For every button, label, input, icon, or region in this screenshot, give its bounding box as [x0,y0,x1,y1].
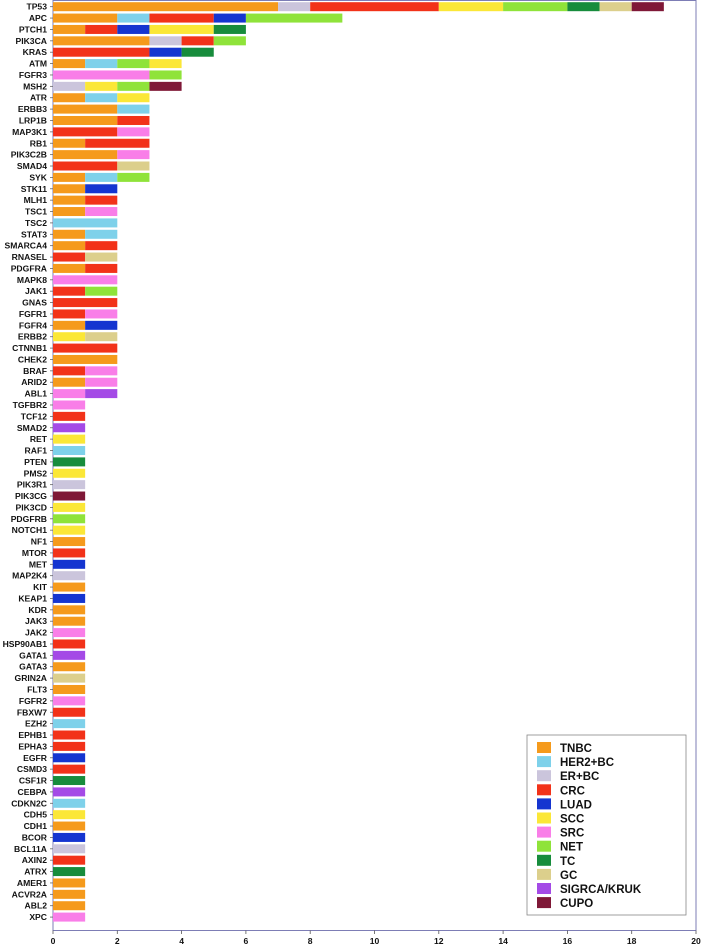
legend-swatch-er-bc [537,770,551,781]
gene-label-syk: SYK [29,172,47,183]
x-axis [51,931,701,947]
gene-label-pik3cg: PIK3CG [15,491,47,502]
x-tick-label-14: 14 [498,936,508,946]
gene-label-gnas: GNAS [22,297,47,308]
gene-label-pik3r1: PIK3R1 [16,479,47,490]
bar-segment-tp53-scc [439,2,503,11]
bar-segment-atm-net [117,59,149,68]
gene-label-acvr2a: ACVR2A [11,889,47,900]
gene-label-csmd3: CSMD3 [16,764,47,775]
gene-label-gata3: GATA3 [19,661,47,672]
legend-swatch-src [537,827,551,838]
bar-segment-pdgfra-tnbc [53,264,85,273]
bar-segment-fgfr4-luad [85,321,117,330]
bar-segment-jak1-crc [53,287,85,296]
bar-segment-tp53-tnbc [53,2,278,11]
bar-segment-ptch1-scc [149,25,213,34]
bar-segment-fgfr1-crc [53,309,85,318]
bar-segment-stk11-tnbc [53,184,85,193]
bar-segment-amer1-tnbc [53,878,85,887]
bar-segment-stk11-luad [85,184,117,193]
bar-segment-lrp1b-tnbc [53,116,117,125]
bar-segment-abl1-sigrca-kruk [85,389,117,398]
gene-label-rnasel: RNASEL [11,252,47,263]
legend-swatch-gc [537,869,551,880]
gene-label-jak2: JAK2 [25,627,47,638]
gene-label-cdkn2c: CDKN2C [11,798,47,809]
gene-label-fgfr4: FGFR4 [18,320,47,331]
gene-labels-layer [3,2,53,922]
gene-label-ret: RET [29,434,47,445]
bar-segment-fgfr2-src [53,696,85,705]
x-tick-label-6: 6 [243,936,249,946]
bar-segment-atm-her2-bc [85,59,117,68]
bar-segment-ptch1-tc [214,25,246,34]
gene-label-ptch1: PTCH1 [18,24,47,35]
gene-label-ezh2: EZH2 [25,718,47,729]
bar-segment-lrp1b-crc [117,116,149,125]
legend-swatch-tc [537,855,551,866]
gene-label-pdgfra: PDGFRA [10,263,47,274]
bar-segment-erbb2-gc [85,332,117,341]
legend-label-gc: GC [560,869,578,882]
bar-segment-smarca4-tnbc [53,241,85,250]
bar-segment-xpc-src [53,913,85,922]
gene-label-tsc2: TSC2 [25,217,47,228]
bar-segment-map2k4-er-bc [53,571,85,580]
bar-segment-tp53-er-bc [278,2,310,11]
gene-label-stk11: STK11 [20,183,47,194]
bar-segment-pms2-scc [53,469,85,478]
bar-segment-pik3ca-net [214,36,246,45]
bar-segment-tp53-crc [310,2,439,11]
bar-segment-apc-her2-bc [117,14,149,23]
bar-segment-fgfr3-src [53,70,149,79]
bar-segment-msh2-net [117,82,149,91]
bar-segment-tsc2-her2-bc [53,218,117,227]
gene-label-lrp1b: LRP1B [18,115,47,126]
bar-segment-atm-tnbc [53,59,85,68]
gene-label-grin2a: GRIN2A [14,673,47,684]
bar-segment-atr-her2-bc [85,93,117,102]
bar-segment-smarca4-crc [85,241,117,250]
gene-label-mtor: MTOR [21,547,47,558]
x-tick-label-8: 8 [307,936,313,946]
legend-swatch-her2-bc [537,756,551,767]
gene-label-smad2: SMAD2 [16,422,47,433]
gene-label-keap1: KEAP1 [18,593,47,604]
bar-segment-cdh5-scc [53,810,85,819]
bar-segment-acvr2a-tnbc [53,890,85,899]
legend-label-src: SRC [560,827,585,840]
legend-label-scc: SCC [560,813,585,826]
bar-segment-kit-tnbc [53,583,85,592]
bar-segment-cebpa-sigrca-kruk [53,787,85,796]
gene-label-ctnnb1: CTNNB1 [12,343,47,354]
gene-label-pms2: PMS2 [23,468,47,479]
legend-swatch-tnbc [537,742,551,753]
gene-label-braf: BRAF [23,365,47,376]
bar-segment-syk-net [117,173,149,182]
gene-label-axin2: AXIN2 [21,855,47,866]
bar-segment-erbb2-scc [53,332,85,341]
bar-segment-tsc1-tnbc [53,207,85,216]
bar-segment-map3k1-src [117,127,149,136]
bar-segment-bcl11a-er-bc [53,844,85,853]
bar-segment-rb1-crc [85,139,149,148]
gene-label-chek2: CHEK2 [17,354,47,365]
bar-segment-atr-tnbc [53,93,85,102]
bar-segment-grin2a-gc [53,674,85,683]
gene-label-kit: KIT [33,582,47,593]
bar-segment-mtor-crc [53,548,85,557]
gene-label-ephb1: EPHB1 [18,730,47,741]
bar-segment-pik3cd-scc [53,503,85,512]
gene-label-kras: KRAS [22,47,47,58]
legend-swatch-net [537,841,551,852]
gene-label-smarca4: SMARCA4 [4,240,47,251]
bar-segment-epha3-crc [53,742,85,751]
bar-segment-axin2-crc [53,856,85,865]
x-tick-label-0: 0 [50,936,56,946]
bar-segment-jak2-src [53,628,85,637]
gene-label-cebpa: CEBPA [17,786,47,797]
bar-segment-stat3-tnbc [53,230,85,239]
bar-segment-arid2-tnbc [53,378,85,387]
x-tick-label-18: 18 [626,936,637,946]
bar-segment-smad4-gc [117,162,149,171]
bar-segment-csf1r-tc [53,776,85,785]
gene-label-fgfr1: FGFR1 [18,308,47,319]
legend [527,735,686,915]
bar-segment-ret-scc [53,435,85,444]
gene-label-tp53: TP53 [26,1,47,12]
bar-segment-cdkn2c-her2-bc [53,799,85,808]
gene-label-fbxw7: FBXW7 [16,707,47,718]
gene-label-xpc: XPC [29,912,47,923]
bar-segment-kras-tc [182,48,214,57]
bar-segment-tgfbr2-src [53,400,85,409]
gene-label-abl2: ABL2 [24,900,47,911]
bar-segment-smad2-sigrca-kruk [53,423,85,432]
bar-segment-tsc1-src [85,207,117,216]
bar-segment-msh2-scc [85,82,117,91]
gene-label-csf1r: CSF1R [18,775,47,786]
legend-label-tc: TC [560,855,576,868]
bar-segment-erbb3-her2-bc [117,105,149,114]
gene-label-egfr: EGFR [23,752,47,763]
gene-label-atrx: ATRX [24,866,47,877]
gene-label-jak1: JAK1 [25,286,47,297]
bar-segment-msh2-cupo [149,82,181,91]
gene-label-amer1: AMER1 [16,877,47,888]
bar-segment-hsp90ab1-crc [53,639,85,648]
legend-swatch-crc [537,784,551,795]
x-tick-label-12: 12 [434,936,444,946]
bar-segment-cdh1-tnbc [53,822,85,831]
legend-label-net: NET [560,841,583,854]
bar-segment-atr-scc [117,93,149,102]
gene-label-apc: APC [28,13,47,24]
bar-segment-ptch1-luad [117,25,149,34]
legend-swatch-sigrca-kruk [537,883,551,894]
legend-swatch-scc [537,813,551,824]
bar-segment-fgfr3-net [149,70,181,79]
gene-label-mlh1: MLH1 [23,195,47,206]
legend-label-er-bc: ER+BC [560,771,600,784]
bar-segment-fbxw7-crc [53,708,85,717]
gene-label-gata1: GATA1 [19,650,47,661]
bar-segment-pik3cg-cupo [53,492,85,501]
legend-label-tnbc: TNBC [560,743,592,755]
bar-segment-abl2-tnbc [53,901,85,910]
bar-segment-csmd3-crc [53,765,85,774]
gene-label-pik3ca: PIK3CA [15,35,47,46]
bar-segment-tp53-net [503,2,567,11]
gene-label-tgfbr2: TGFBR2 [12,399,47,410]
bar-segment-atrx-tc [53,867,85,876]
legend-label-her2-bc: HER2+BC [560,757,615,770]
bar-segment-atm-scc [149,59,181,68]
gene-label-bcor: BCOR [21,832,47,843]
gene-label-jak3: JAK3 [25,616,47,627]
gene-label-map2k4: MAP2K4 [12,570,47,581]
bar-segment-syk-her2-bc [85,173,117,182]
bar-segment-tcf12-crc [53,412,85,421]
bar-segment-map3k1-crc [53,127,117,136]
bar-segment-bcor-luad [53,833,85,842]
bar-segment-flt3-tnbc [53,685,85,694]
bar-segment-pten-tc [53,457,85,466]
gene-label-raf1: RAF1 [24,445,47,456]
gene-label-fgfr2: FGFR2 [18,695,47,706]
gene-label-cdh1: CDH1 [23,821,47,832]
gene-label-stat3: STAT3 [21,229,47,240]
bar-segment-pik3ca-crc [182,36,214,45]
gene-label-msh2: MSH2 [23,81,47,92]
bar-segment-gnas-crc [53,298,117,307]
bar-segment-jak1-net [85,287,117,296]
legend-label-crc: CRC [560,785,585,798]
bar-segment-syk-tnbc [53,173,85,182]
bar-segment-rnasel-crc [53,253,85,262]
bar-segment-gata1-sigrca-kruk [53,651,85,660]
bar-segment-kdr-tnbc [53,605,85,614]
bar-segment-keap1-luad [53,594,85,603]
bar-segment-mapk8-src [53,275,117,284]
bar-segment-mlh1-tnbc [53,196,85,205]
bar-segment-smad4-crc [53,162,117,171]
bar-segment-rnasel-gc [85,253,117,262]
bar-segment-braf-src [85,366,117,375]
gene-label-rb1: RB1 [29,138,47,149]
bar-segment-arid2-src [85,378,117,387]
legend-label-luad: LUAD [560,799,592,812]
gene-label-flt3: FLT3 [27,684,47,695]
bar-segment-ptch1-tnbc [53,25,85,34]
gene-label-bcl11a: BCL11A [14,843,47,854]
gene-label-notch1: NOTCH1 [11,525,47,536]
bar-segment-egfr-luad [53,753,85,762]
gene-label-erbb3: ERBB3 [17,104,47,115]
gene-label-pik3c2b: PIK3C2B [10,149,47,160]
gene-label-atm: ATM [29,58,47,69]
bar-segment-jak3-tnbc [53,617,85,626]
bar-segment-tp53-gc [600,2,632,11]
bar-segment-rb1-tnbc [53,139,85,148]
bar-segment-fgfr1-src [85,309,117,318]
bar-segment-pdgfrb-net [53,514,85,523]
bar-segment-mlh1-crc [85,196,117,205]
gene-label-mapk8: MAPK8 [16,274,47,285]
legend-label-sigrca-kruk: SIGRCA/KRUK [560,884,642,896]
legend-swatch-cupo [537,897,551,908]
bar-segment-nf1-tnbc [53,537,85,546]
bar-segment-kras-crc [53,48,149,57]
x-tick-label-16: 16 [562,936,573,946]
bar-segment-msh2-er-bc [53,82,85,91]
gene-label-tsc1: TSC1 [25,206,47,217]
bar-segment-apc-tnbc [53,14,117,23]
bar-segment-apc-luad [214,14,246,23]
gene-label-pten: PTEN [24,456,47,467]
bar-segment-ezh2-her2-bc [53,719,85,728]
bar-segment-pdgfra-crc [85,264,117,273]
gene-label-atr: ATR [29,92,47,103]
bar-segment-braf-crc [53,366,85,375]
bar-segment-erbb3-tnbc [53,105,117,114]
bar-segment-ephb1-crc [53,731,85,740]
legend-swatch-luad [537,798,551,809]
bar-segment-gata3-tnbc [53,662,85,671]
x-tick-label-10: 10 [369,936,380,946]
bar-segment-raf1-her2-bc [53,446,85,455]
gene-label-pdgfrb: PDGFRB [10,513,47,524]
bar-segment-apc-net [246,14,342,23]
bar-segment-pik3r1-er-bc [53,480,85,489]
gene-label-map3k1: MAP3K1 [12,126,47,137]
gene-label-smad4: SMAD4 [16,161,47,172]
bar-segment-pik3ca-er-bc [149,36,181,45]
bar-segment-pik3ca-tnbc [53,36,149,45]
gene-label-nf1: NF1 [30,536,47,547]
x-tick-label-2: 2 [114,936,120,946]
bar-segment-pik3c2b-tnbc [53,150,117,159]
gene-label-arid2: ARID2 [21,377,47,388]
bar-segment-tp53-tc [567,2,599,11]
x-tick-label-4: 4 [179,936,184,946]
legend-label-cupo: CUPO [560,898,594,911]
gene-label-erbb2: ERBB2 [17,331,47,342]
gene-label-pik3cd: PIK3CD [15,502,47,513]
x-tick-label-20: 20 [691,936,701,946]
bar-segment-stat3-her2-bc [85,230,117,239]
bar-segment-notch1-scc [53,526,85,535]
gene-label-met: MET [28,559,47,570]
bar-segment-pik3c2b-src [117,150,149,159]
bar-segment-tp53-cupo [632,2,664,11]
bar-segment-abl1-src [53,389,85,398]
gene-label-hsp90ab1: HSP90AB1 [2,638,47,649]
gene-label-kdr: KDR [28,604,47,615]
bar-segment-ctnnb1-crc [53,344,117,353]
gene-label-epha3: EPHA3 [18,741,47,752]
bar-segment-apc-crc [149,14,213,23]
gene-label-fgfr3: FGFR3 [18,69,47,80]
gene-label-cdh5: CDH5 [23,809,47,820]
bar-segment-fgfr4-tnbc [53,321,85,330]
bar-segment-kras-luad [149,48,181,57]
gene-label-abl1: ABL1 [24,388,47,399]
bar-segment-chek2-tnbc [53,355,117,364]
bar-segment-ptch1-crc [85,25,117,34]
bar-segment-met-luad [53,560,85,569]
gene-label-tcf12: TCF12 [20,411,47,422]
